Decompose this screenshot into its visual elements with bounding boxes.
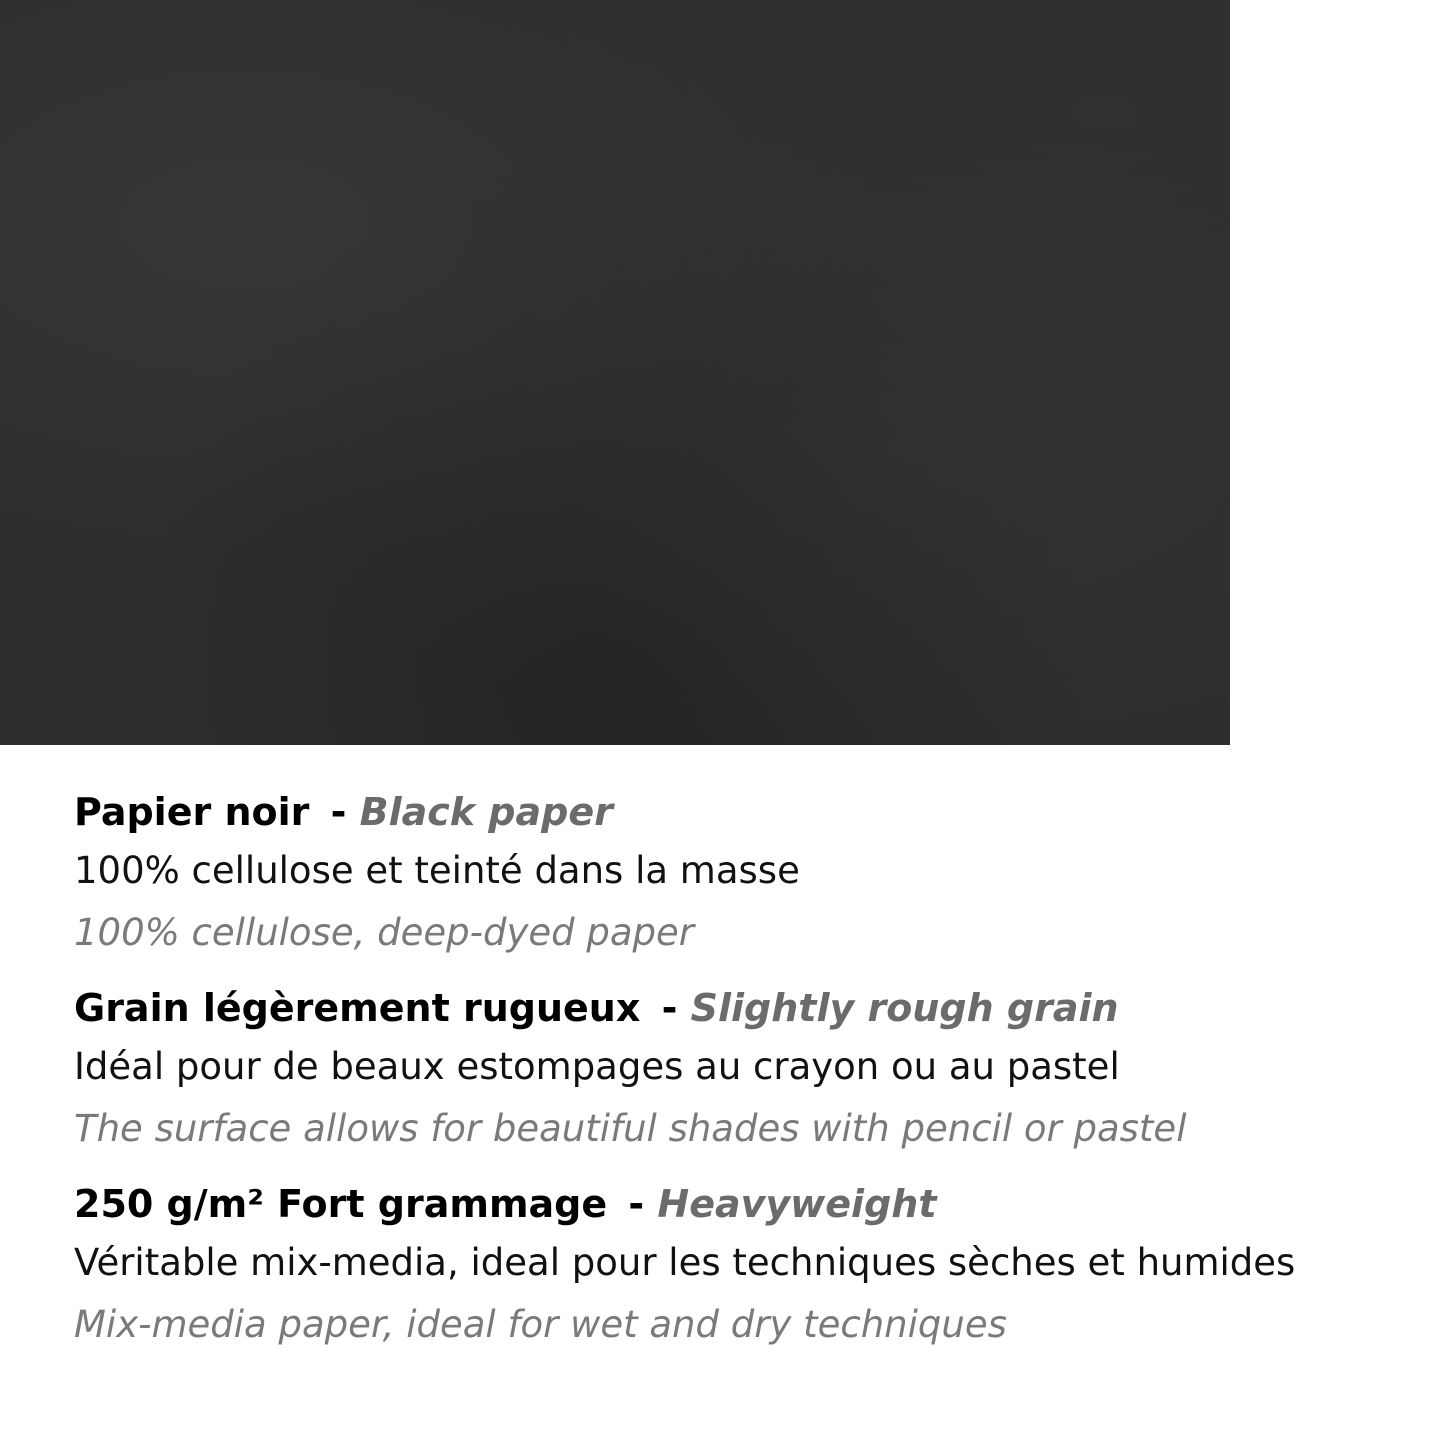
spec-black-paper	[74, 784, 1414, 964]
spec-title-fr: Grain légèrement rugueux	[74, 986, 641, 1030]
spec-separator: -	[330, 790, 347, 834]
spec-description-en: 100% cellulose, deep-dyed paper	[74, 911, 695, 954]
spec-heading	[74, 980, 1414, 1036]
spec-rough-grain	[74, 980, 1414, 1160]
spec-separator: -	[628, 1182, 645, 1226]
spec-description-fr: Véritable mix-media, ideal pour les techniques sèches et humides	[74, 1241, 1296, 1284]
spec-title-en: Heavyweight	[657, 1182, 937, 1226]
spec-title-en: Slightly rough grain	[690, 986, 1119, 1030]
spec-heading	[74, 1176, 1414, 1232]
spec-title-en: Black paper	[359, 790, 613, 834]
spec-description-en: The surface allows for beautiful shades with pencil or pastel	[74, 1107, 1187, 1150]
spec-heavyweight	[74, 1176, 1414, 1356]
spec-separator: -	[661, 986, 678, 1030]
spec-description-en: Mix-media paper, ideal for wet and dry techniques	[74, 1303, 1007, 1346]
spec-description-fr: Idéal pour de beaux estompages au crayon ou au pastel	[74, 1045, 1120, 1088]
spec-title-fr: Papier noir	[74, 790, 310, 834]
spec-title-fr: 250 g/m² Fort grammage	[74, 1182, 608, 1226]
black-paper-sample	[0, 0, 1230, 745]
spec-heading	[74, 784, 1414, 840]
spec-list	[74, 784, 1414, 1356]
spec-description-fr: 100% cellulose et teinté dans la masse	[74, 849, 800, 892]
